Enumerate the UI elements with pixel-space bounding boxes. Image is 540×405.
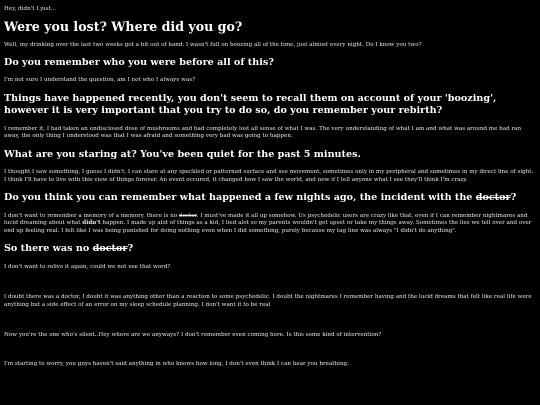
question-heading-rebirth: Things have happened recently, you don't seem to recall them on account of your 'boozing', however it is very important that you try to do so, do you remember your rebirth? [4,92,497,117]
reply-memory [4,213,536,236]
reply-mushrooms: I remember it, I had taken an undisclosed dose of mushrooms and had completely lost all sense of what I was. The very understanding of what I am and what was around me had ran away, the only thing I understood was that I was afraid and something very bad was going to happen. [4,125,522,140]
question-heading-no-doctor [4,243,536,255]
bold-word: didn't [82,220,101,227]
reply-patterns: I thought I saw something, I guess I didn't. I can stare at any speckled or patterned surface and see movement, sometimes only in my peripheral and sometimes in my direct line of sight. I think I'll have to live with this view of things forever. An event occured, it changed how I saw the world, and now if I tell anyone what I see they'll think I'm crazy. [4,169,534,183]
question-heading-remember: Do you remember who you were before all of this? [4,57,274,69]
question-heading-staring: What are you staring at? You've been quiet for the past 5 minutes. [4,148,361,160]
reply-relive: I don't want to relive it again, could we not use that word? [4,263,171,270]
reply-silent: Now you're the one who's silent..Hey where are we anyways? I don't remember even coming here. Is this some kind of intervention? [4,332,382,339]
reply-worry: I'm starting to worry, you guys haven't said anything in who knows how long, I don't even think I can hear you breathing. [4,360,349,367]
heading-text: Do you think you can remember what happened a few nights ago, the incident with the [4,192,476,204]
reply-drinking: Well, my drinking over the last two weeks got a bit out of hand. I wasn't full on boozing all of the time, just almost every night. Do I know you two? [4,41,422,48]
struck-word: doctor [475,192,511,204]
greeting-line: Hey, didn't I just... [4,6,57,12]
heading-text: So there was no [4,243,93,255]
reply-question: I'm not sure I understand the question, am I not who I always was? [4,77,196,84]
reply-text-c: happen. I made up alot of things as a kid, I lied alot so my parents wouldn't get upset or take my things away. Sometimes the lies we tell over and over end up feeling real. I felt like I was being punished for doing nothing even when I did something, purely because my tag line was always "I didn't do anything". [4,220,532,234]
struck-word: doctor [92,243,128,255]
heading-punct: ? [127,243,134,255]
reply-text-b: . I must've made it all up somehow. Us psychedelic users are crazy like that, even if I can remember nightmares and lucid dreaming about what [4,212,528,227]
question-heading-incident [4,192,536,204]
struck-word: doctor [178,212,197,219]
reply-doubt: I doubt there was a doctor, I doubt it was anything other than a reaction to some psychedelic. I doubt the nightmares I remember having and the lucid dreams that felt like real life were anything but a side effect of an error on my sleep schedule planning. I don't want it to be real [4,294,532,308]
reply-text-a: I don't want to remember a memory of a memory, there is no [4,212,179,219]
heading-punct: ? [510,192,517,204]
question-heading-lost: Were you lost? Where did you go? [4,18,243,34]
